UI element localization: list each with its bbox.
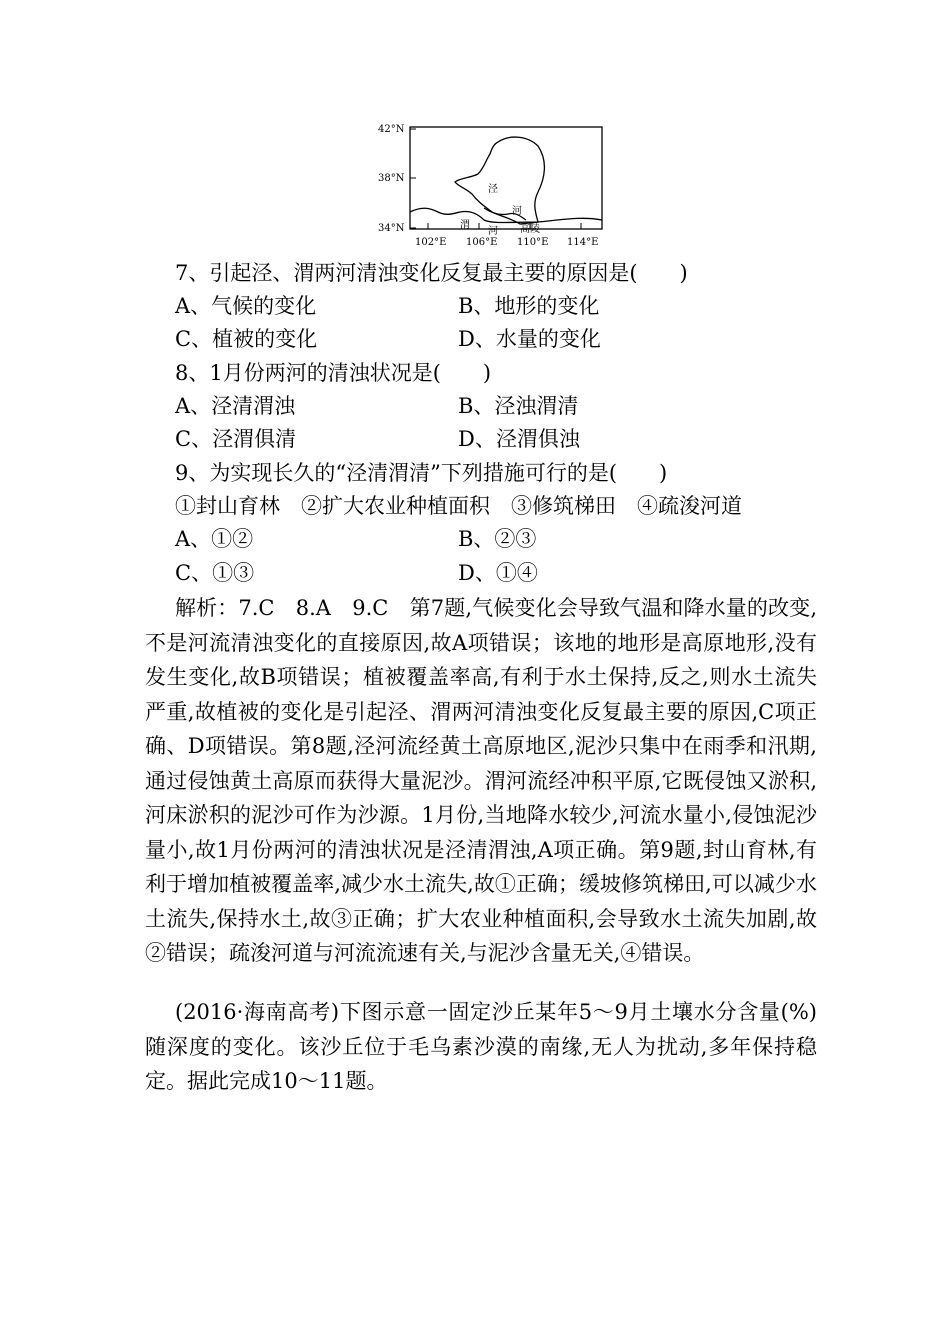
lat-label-38: 38°N [378, 173, 405, 184]
intro-paragraph: (2016·海南高考)下图示意一固定沙丘某年5～9月土壤水分含量(%)随深度的变化。该沙丘位于毛乌素沙漠的南缘,无人为扰动,多年保持稳定。据此完成10～11题。 [145, 1000, 817, 1093]
lon-label-106: 106°E [466, 237, 498, 248]
q7-option-c: C、植被的变化 [175, 327, 318, 351]
lon-label-114: 114°E [567, 237, 599, 248]
region-boundary [455, 137, 544, 224]
analysis-paragraph: 解析：7.C 8.A 9.C 第7题,气候变化会导致气温和降水量的改变,不是河流清浊变化的直接原因,故A项错误；该地的地形是高原地形,没有发生变化,故B项错误；植被覆盖率高,有利于水土保持,反之,则水土流失严重,故植被的变化是引起泾、渭两河清浊变化反复最主要的原因,C项正确、D项错误。第8题,泾河流经黄土高原地区,泥沙只集中在雨季和汛期,通过侵蚀黄土高原而获得大量泥沙。渭河流经冲积平原,它既侵蚀又淤积,河床淤积的泥沙可作为沙源。1月份,当地降水较少,河流水量小,侵蚀泥沙量小,故1月份两河的清浊状况是泾清渭浊,A项正确。第9题,封山育林,有利于增加植被覆盖率,减少水土流失,故①正确；缓坡修筑梯田,可以减少水土流失,保持水土,故③正确；扩大农业种植面积,会导致水土流失加剧,故②错误；疏浚河道与河流流速有关,与泥沙含量无关,④错误。 [145, 596, 817, 965]
map-label-he-1: 河 [512, 206, 522, 217]
lon-label-110: 110°E [517, 237, 549, 248]
q7-option-b: B、地形的变化 [458, 294, 600, 318]
map-label-gaoling: 高陵 [520, 224, 540, 235]
q9-option-d: D、①④ [458, 561, 538, 585]
lon-label-102: 102°E [415, 237, 447, 248]
q8-option-b: B、泾浊渭清 [458, 394, 579, 418]
q8-option-c: C、泾渭俱清 [175, 427, 297, 451]
jing-wei-river-map [360, 116, 610, 256]
q9-option-c: C、①③ [175, 561, 255, 585]
q7-option-a: A、气候的变化 [175, 294, 317, 318]
q9-measures: ①封山育林 ②扩大农业种植面积 ③修筑梯田 ④疏浚河道 [175, 494, 742, 518]
lat-label-34: 34°N [378, 223, 405, 234]
lat-label-42: 42°N [378, 124, 405, 135]
q8-option-d: D、泾渭俱浊 [458, 427, 580, 451]
q7-option-d: D、水量的变化 [458, 327, 601, 351]
map-label-jing: 泾 [488, 184, 498, 195]
q9-option-b: B、②③ [458, 527, 537, 551]
q9-stem: 9、为实现长久的“泾清渭清”下列措施可行的是( ) [175, 461, 668, 485]
map-label-wei: 渭 [460, 220, 470, 231]
q9-option-a: A、①② [175, 527, 254, 551]
q8-stem: 8、1月份两河的清浊状况是( ) [175, 361, 492, 385]
map-label-he-2: 河 [488, 226, 498, 237]
map-frame [410, 127, 602, 229]
q8-option-a: A、泾清渭浊 [175, 394, 296, 418]
q7-stem: 7、引起泾、渭两河清浊变化反复最主要的原因是( ) [175, 261, 688, 285]
wei-river-line [410, 208, 602, 222]
